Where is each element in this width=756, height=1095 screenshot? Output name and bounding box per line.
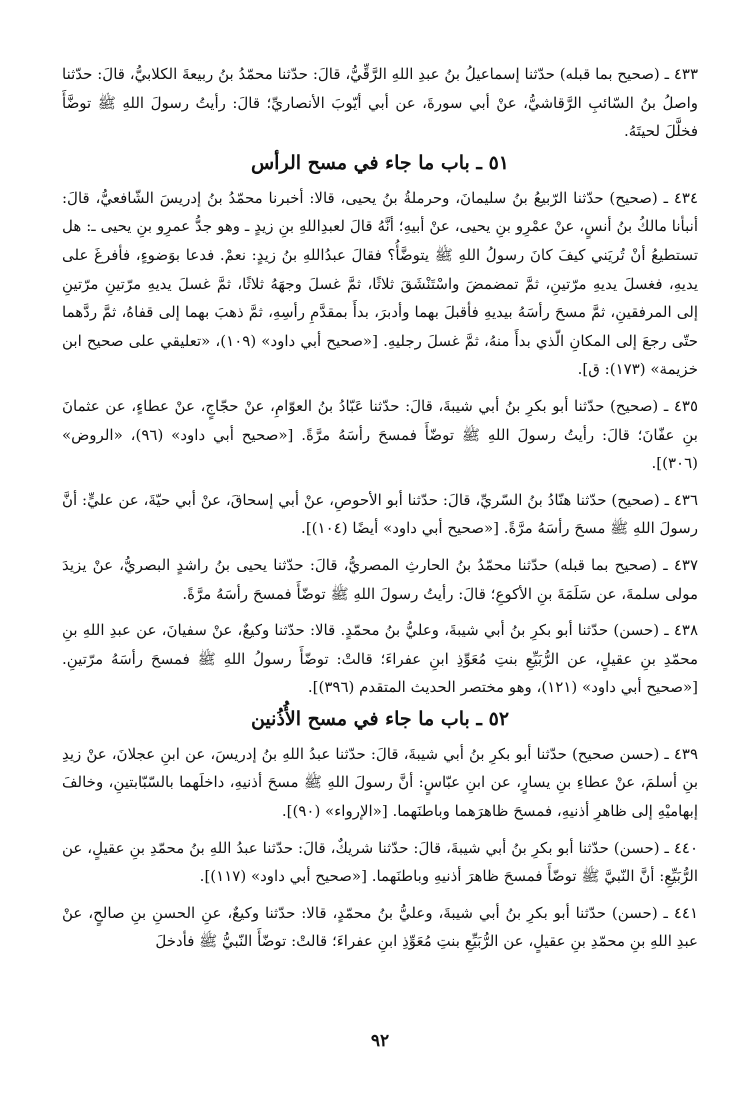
page-number: ٩٢ [370,1031,390,1052]
chapter-51-heading: ٥١ ـ باب ما جاء في مسح الرأس [250,151,510,174]
chapter-52-heading: ٥٢ ـ باب ما جاء في مسح الأُذُنين [250,707,510,730]
hadith-440: ٤٤٠ ـ (حسن) حدّثنا أبو بكرِ بنُ أبي شيبةَ، قالَ: حدّثنا شريكٌ، قالَ: حدّثنا عبدُ اللهِ بنُ محمّدِ بنِ عقيلٍ، عن الرُّبَيِّعِ: أنَّ النّبيَّ ﷺ توضّأَ فمسحَ ظاهرَ أذنيهِ وباطنَهما. [«صحيح أبي داود» (١١٧)]. [62,838,698,886]
hadith-436: ٤٣٦ ـ (صحيح) حدّثنا هنّادُ بنُ السّريِّ، قالَ: حدّثنا أبو الأحوصِ، عنْ أبي إسحاقَ، عنْ أبي حيّةَ، عن عليٍّ: أنَّ رسولَ اللهِ ﷺ مسحَ رأسَهُ مرَّةً. [«صحيح أبي داود» أيضًا (١٠٤)]. [62,490,698,538]
hadith-437: ٤٣٧ ـ (صحيح بما قبله) حدّثنا محمّدُ بنُ الحارثِ المصريُّ، قالَ: حدّثنا يحيى بنُ راشدٍ البصريُّ، عنْ يزيدَ مولى سلمةَ، عن سَلَمَةَ بنِ الأكوعِ؛ قالَ: رأيتُ رسولَ اللهِ ﷺ توضّأَ فمسحَ رأسَهُ مرَّةً. [62,555,698,603]
document-page [62,60,698,1070]
hadith-434: ٤٣٤ ـ (صحيح) حدّثنا الرّبيعُ بنُ سليمانَ، وحرملةُ بنُ يحيى، قالا: أخبرنا محمّدُ بنُ إدريسَ الشّافعيُّ، قالَ: أنبأنا مالكُ بنُ أنسٍ، عنْ عمْرِو بنِ يحيى، عنْ أبيهِ؛ أنَّهُ قالَ لعبدِاللهِ بنِ زيدٍ ـ وهو جدُّ عمرِو بنِ يحيى ـ: هل تستطيعُ أنْ تُريَني كيفَ كانَ رسولُ اللهِ ﷺ يتوضَّأُ؟ فقالَ عبدُاللهِ بنُ زيدٍ: نعمْ. فدعا بوَضوءٍ، فأفرغَ على يديهِ، فغسلَ يديهِ مرّتينِ، ثمَّ تمضمضَ واسْتَنْشَقَ ثلاثًا، ثمَّ غسلَ وجهَهُ ثلاثًا، ثمَّ غسلَ يديهِ مرّتينِ مرّتينِ إلى المرفقينِ، ثمَّ مسحَ رأسَهُ بيديهِ فأقبلَ بهما وأدبرَ، بدأَ بمقدَّمِ رأسِهِ، ثمَّ ذهبَ بهما إلى قفاهُ، ثمَّ ردَّهما حتّى رجعَ إلى المكانِ الّذي بدأَ منهُ، ثمَّ غسلَ رجليهِ. [«صحيح أبي داود» (١٠٩)، «تعليقي على صحيح ابن خزيمة» (١٧٣): ق]. [62,188,698,379]
hadith-439: ٤٣٩ ـ (حسن صحيح) حدّثنا أبو بكرِ بنُ أبي شيبةَ، قالَ: حدّثنا عبدُ اللهِ بنُ إدريسَ، عن ابنِ عجلانَ، عنْ زيدِ بنِ أسلمَ، عنْ عطاءِ بنِ يسارٍ، عن ابنِ عبّاسٍ: أنَّ رسولَ اللهِ ﷺ مسحَ أذنيهِ، داخلَهما بالسّبّابتينِ، وخالفَ إبهاميْهِ إلى ظاهرِ أذنيهِ، فمسحَ ظاهرَهما وباطنَهما. [«الإرواء» (٩٠)]. [62,744,698,821]
hadith-435: ٤٣٥ ـ (صحيح) حدّثنا أبو بكرِ بنُ أبي شيبةَ، قالَ: حدّثنا عَبّادُ بنُ العوّامِ، عنْ حجّاجٍ، عنْ عطاءٍ، عن عثمانَ بنِ عفّانَ؛ قالَ: رأيتُ رسولَ اللهِ ﷺ توضّأَ فمسحَ رأسَهُ مرَّةً. [«صحيح أبي داود» (٩٦)، «الروض» (٣٠٦)]. [62,396,698,473]
hadith-433: ٤٣٣ ـ (صحيح بما قبله) حدّثنا إسماعيلُ بنُ عبدِ اللهِ الرَّقِّيُّ، قالَ: حدّثنا محمّدُ بنُ ربيعةَ الكلابيُّ، قالَ: حدّثنا واصلُ بنُ السّائبِ الرَّقاشيُّ، عنْ أبي سورةَ، عن أبي أيّوبَ الأنصاريِّ؛ قالَ: رأيتُ رسولَ اللهِ ﷺ توضَّأَ فخلَّلَ لحيتَهُ. [62,65,698,141]
hadith-441: ٤٤١ ـ (حسن) حدّثنا أبو بكرِ بنُ أبي شيبةَ، وعليُّ بنُ محمّدٍ، قالا: حدّثنا وكيعٌ، عنِ الحسنِ بنِ صالحٍ، عنْ عبدِ اللهِ بنِ محمّدِ بنِ عقيلٍ، عن الرُّبَيِّعِ بنتِ مُعَوِّذِ ابنِ عفراءَ؛ قالتْ: توضّأَ النّبيُّ ﷺ فأدخلَ [62,903,698,951]
hadith-438: ٤٣٨ ـ (حسن) حدّثنا أبو بكرِ بنُ أبي شيبةَ، وعليُّ بنُ محمّدٍ. قالا: حدّثنا وكيعٌ، عنْ سفيانَ، عن عبدِ اللهِ بنِ محمّدِ بنِ عقيلٍ، عن الرُّبَيِّعِ بنتِ مُعَوِّذِ ابنِ عفراءَ؛ قالتْ: توضّأَ رسولُ اللهِ ﷺ فمسحَ رأسَهُ مرّتينِ. [«صحيح أبي داود» (١٢١)، وهو مختصر الحديث المتقدم (٣٩٦)]. [62,621,698,697]
